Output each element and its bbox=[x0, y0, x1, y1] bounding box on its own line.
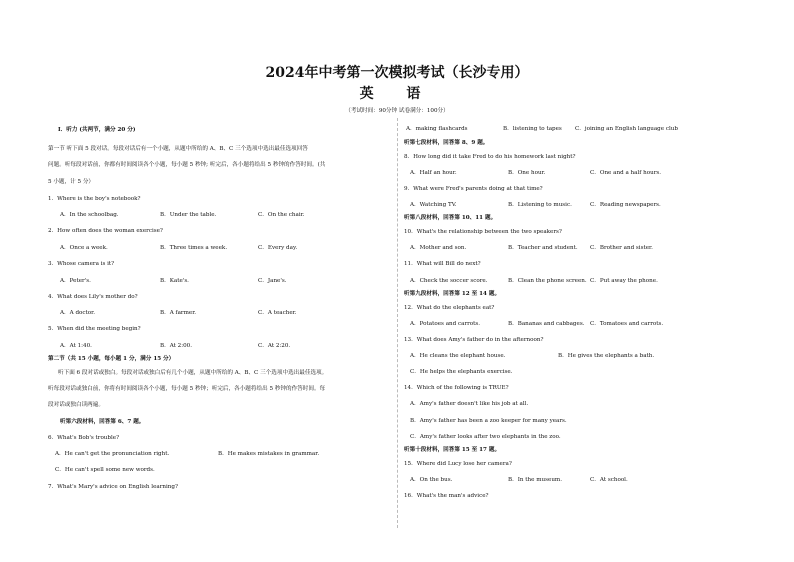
page-title: 2024年中考第一次模拟考试（长沙专用） bbox=[265, 65, 529, 81]
q15-option-a: A．On the bus. bbox=[410, 477, 453, 483]
material-10-heading: 听第十段材料，回答第 15 至 17 题。 bbox=[404, 447, 501, 453]
q11-option-a: A．Check the soccer score. bbox=[410, 278, 488, 284]
section2-instruction-2: 听每段对话或独白前，你将有时间阅读各个小题，每小题 5 秒钟；听完后，各小题将给出 5 秒钟的作答时间。每 bbox=[48, 386, 326, 392]
q15-option-b: B．In the museum. bbox=[508, 477, 563, 483]
q7-option-b: B．listening to tapes bbox=[503, 126, 562, 132]
question-9: 9．What were Fred's parents doing at that time? bbox=[404, 186, 543, 192]
question-4: 4．What does Lily's mother do? bbox=[48, 294, 138, 300]
q2-option-a: A．Once a week. bbox=[60, 245, 108, 251]
q8-option-a: A．Half an hour. bbox=[410, 170, 457, 176]
exam-info: （考试时间：90分钟 试卷满分：100分） bbox=[345, 108, 449, 114]
q12-option-c: C．Tomatoes and carrots. bbox=[590, 321, 664, 327]
q9-option-b: B．Listening to music. bbox=[508, 202, 572, 208]
question-10: 10．What's the relationship between the two speakers? bbox=[404, 229, 562, 235]
q5-option-b: B．At 2:00. bbox=[160, 343, 193, 349]
subject-title: 英 语 bbox=[359, 86, 435, 102]
q10-option-a: A．Mother and son. bbox=[410, 245, 467, 251]
q7-option-c: C．joining an English language club bbox=[575, 126, 678, 132]
q1-option-a: A．In the schoolbag. bbox=[60, 212, 119, 218]
material-6-heading: 听第六段材料，回答第 6、7 题。 bbox=[60, 419, 145, 425]
section2-instruction-3: 段对话或独白读两遍。 bbox=[48, 402, 104, 408]
q9-option-a: A．Watching TV. bbox=[410, 202, 457, 208]
q5-option-a: A．At 1:40. bbox=[60, 343, 92, 349]
question-16: 16．What's the man's advice? bbox=[404, 493, 489, 499]
q2-option-b: B．Three times a week. bbox=[160, 245, 228, 251]
material-9-heading: 听第九段材料，回答第 12 至 14 题。 bbox=[404, 291, 501, 297]
q7-option-a: A．making flashcards bbox=[406, 126, 468, 132]
q15-option-c: C．At school. bbox=[590, 477, 628, 483]
q4-option-b: B．A farmer. bbox=[160, 310, 197, 316]
q13-option-c: C．He helps the elephants exercise. bbox=[410, 369, 513, 375]
question-3: 3．Whose camera is it? bbox=[48, 261, 115, 267]
question-6: 6．What's Bob's trouble? bbox=[48, 435, 120, 441]
q9-option-c: C．Reading newspapers. bbox=[590, 202, 661, 208]
section1-instruction-1: 第一节 听下面 5 段对话。每段对话后有一个小题，从题中所给的 A、B、C 三个选项中选出最佳选项回答 bbox=[48, 146, 308, 152]
q8-option-b: B．One hour. bbox=[508, 170, 546, 176]
q12-option-b: B．Bananas and cabbages. bbox=[508, 321, 585, 327]
q12-option-a: A．Potatoes and carrots. bbox=[410, 321, 481, 327]
section2-instruction-1: 听下面 6 段对话或独白。每段对话或独白后有几个小题，从题中所给的 A、B、C 三个选项中选出最佳选项。 bbox=[58, 370, 328, 376]
q11-option-c: C．Put away the phone. bbox=[590, 278, 658, 284]
q14-option-b: B．Amy's father has been a zoo keeper for many years. bbox=[410, 418, 567, 424]
q2-option-c: C．Every day. bbox=[258, 245, 298, 251]
q13-option-a: A．He cleans the elephant house. bbox=[410, 353, 506, 359]
question-8: 8．How long did it take Fred to do his homework last night? bbox=[404, 154, 576, 160]
question-1: 1．Where is the boy's notebook? bbox=[48, 196, 141, 202]
q1-option-c: C．On the chair. bbox=[258, 212, 305, 218]
q4-option-c: C．A teacher. bbox=[258, 310, 297, 316]
section1-instruction-2: 问题。听每段对话前，你都有时间阅读各个小题，每小题 5 秒钟; 听完后，各小题将给出 5 秒钟的作答时间。(共 bbox=[48, 162, 326, 168]
q6-option-a: A．He can't get the pronunciation right. bbox=[55, 451, 170, 457]
question-7: 7．What's Mary's advice on English learning? bbox=[48, 484, 178, 490]
material-8-heading: 听第八段材料，回答第 10、11 题。 bbox=[404, 215, 497, 221]
question-5: 5．When did the meeting begin? bbox=[48, 326, 141, 332]
q4-option-a: A．A doctor. bbox=[60, 310, 95, 316]
q14-option-c: C．Amy's father looks after two elephants in the zoo. bbox=[410, 434, 561, 440]
question-12: 12．What do the elephants eat? bbox=[404, 305, 495, 311]
q13-option-b: B．He gives the elephants a bath. bbox=[558, 353, 655, 359]
section1-instruction-3: 5 小题，计 5 分） bbox=[48, 179, 95, 185]
question-2: 2．How often does the woman exercise? bbox=[48, 228, 163, 234]
q5-option-c: C．At 2:20. bbox=[258, 343, 291, 349]
question-15: 15．Where did Lucy lose her camera? bbox=[404, 461, 512, 467]
q6-option-b: B．He makes mistakes in grammar. bbox=[218, 451, 320, 457]
q6-option-c: C．He can't spell some new words. bbox=[55, 467, 155, 473]
q8-option-c: C．One and a half hours. bbox=[590, 170, 662, 176]
part1-heading: I．听力 (共两节，满分 20 分) bbox=[58, 127, 136, 133]
question-14: 14．Which of the following is TRUE? bbox=[404, 385, 509, 391]
column-divider bbox=[397, 118, 398, 528]
question-13: 13．What does Amy's father do in the afternoon? bbox=[404, 337, 544, 343]
section2-heading: 第二节（共 15 小题，每小题 1 分，满分 15 分） bbox=[48, 356, 175, 362]
material-7-heading: 听第七段材料，回答第 8、9 题。 bbox=[404, 140, 489, 146]
q3-option-a: A．Peter's. bbox=[60, 278, 91, 284]
q10-option-c: C．Brother and sister. bbox=[590, 245, 653, 251]
q10-option-b: B．Teacher and student. bbox=[508, 245, 578, 251]
question-11: 11．What will Bill do next? bbox=[404, 261, 481, 267]
q3-option-b: B．Kate's. bbox=[160, 278, 189, 284]
q14-option-a: A．Amy's father doesn't like his job at all. bbox=[410, 401, 529, 407]
q3-option-c: C．Jane's. bbox=[258, 278, 287, 284]
q1-option-b: B．Under the table. bbox=[160, 212, 217, 218]
q11-option-b: B．Clean the phone screen. bbox=[508, 278, 587, 284]
